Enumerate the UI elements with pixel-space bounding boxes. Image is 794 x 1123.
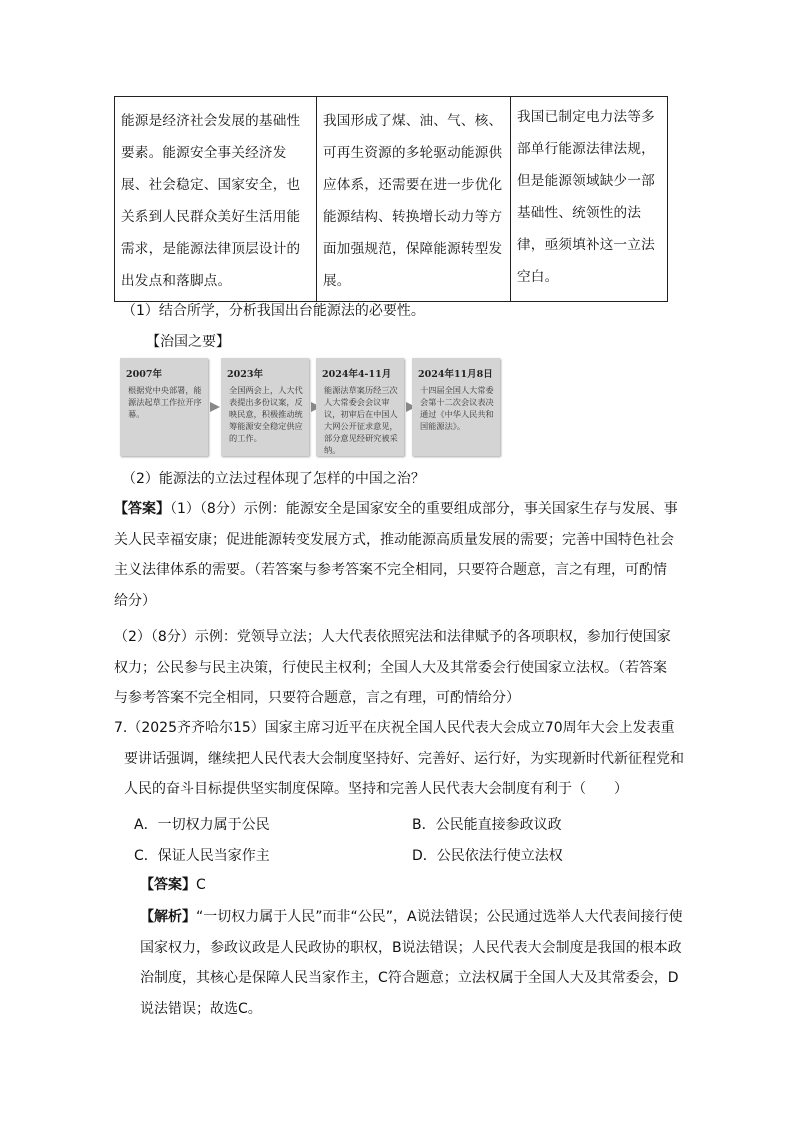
legislation-timeline (120, 358, 502, 458)
timeline-year: 2007年 (126, 369, 162, 380)
timeline-card (221, 358, 309, 456)
question-1: （1）结合所学，分析我国出台能源法的必要性。 (122, 303, 425, 319)
q7-answer (140, 870, 206, 901)
table-cell-1: 能源是经济社会发展的基础性要素。能源安全事关经济发展、社会稳定、国家安全，也关系到人民群众美好生活用能需求，是能源法律顶层设计的出发点和落脚点。 (115, 97, 317, 302)
timeline-text: 十四届全国人大常委会第十二次会议表决通过《中华人民共和国能源法》。 (420, 385, 494, 431)
table-cell-3: 我国已制定电力法等多部单行能源法律法规，但是能源领域缺少一部基础性、统领性的法律，亟须填补这一立法空白。 (511, 97, 668, 302)
answer-1-text: （1）（8分）示例：能源安全是国家安全的重要组成部分，事关国家生存与发展、事关人民幸福安康；促进能源转变发展方式，推动能源高质量发展的需要；完善中国特色社会主义法律体系的需要。（若答案与参考答案不完全相同，只要符合题意，言之有理，可酌情给分） (114, 501, 678, 609)
option-b: B．公民能直接参政议政 (412, 817, 562, 833)
option-a: A．一切权力属于公民 (134, 817, 270, 833)
question-2: （2）能源法的立法过程体现了怎样的中国之治？ (122, 471, 425, 487)
material-table (114, 96, 668, 302)
timeline-text: 全国两会上，人大代表提出多份议案，反映民意，积极推动统筹能源安全稳定供应的工作。 (229, 385, 303, 443)
answer-1 (114, 494, 680, 616)
timeline-card (316, 358, 404, 456)
answer-2: （2）（8分）示例：党领导立法；人大代表依照宪法和法律赋予的各项职权，参加行使国家权力；公民参与民主决策，行使民主权利；全国人大及其常委会行使国家立法权。（若答案与参考答案不完全相同，只要符合题意，言之有理，可酌情给分） (114, 629, 671, 706)
option-d: D．公民依法行使立法权 (412, 848, 563, 864)
section-title: 【治国之要】 (146, 334, 230, 350)
timeline-year: 2024年11月8日 (418, 369, 493, 380)
analysis-tag: 【解析】 (140, 909, 196, 925)
arrow-icon (210, 402, 220, 412)
answer-value: C (196, 877, 206, 893)
question-7-stem: 7.（2025齐齐哈尔15）国家主席习近平在庆祝全国人民代表大会成立70周年大会上发表重要讲话强调，继续把人民代表大会制度坚持好、完善好、运行好，为实现新时代新征程党和人民的奋斗目标提供坚实制度保障。坚持和完善人民代表大会制度有利于（ ） (114, 720, 684, 797)
timeline-text: 根据党中央部署，能源法起草工作拉开序幕。 (128, 385, 202, 419)
option-c: C．保证人民当家作主 (134, 848, 270, 864)
timeline-year: 2023年 (227, 369, 263, 380)
table-cell-2: 我国形成了煤、油、气、核、可再生资源的多轮驱动能源供应体系，还需要在进一步优化能源结构、转换增长动力等方面加强规范，保障能源转型发展。 (317, 97, 511, 302)
timeline-card (412, 358, 500, 456)
timeline-text: 能源法草案历经三次人大常委会会议审议，初审后在中国人大网公开征求意见，部分意见经研究被采纳。 (324, 385, 398, 455)
answer-tag: 【答案】 (114, 501, 170, 517)
q7-analysis (140, 902, 686, 1024)
timeline-card (120, 358, 208, 456)
analysis-text: “一切权力属于人民”而非“公民”，A说法错误；公民通过选举人大代表间接行使国家权力，参政议政是人民政协的职权，B说法错误；人民代表大会制度是我国的根本政治制度，其核心是保障人民当家作主，C符合题意；立法权属于全国人大及其常委会，D说法错误；故选C。 (140, 909, 683, 1017)
timeline-year: 2024年4-11月 (322, 369, 392, 380)
answer-tag: 【答案】 (140, 877, 196, 893)
